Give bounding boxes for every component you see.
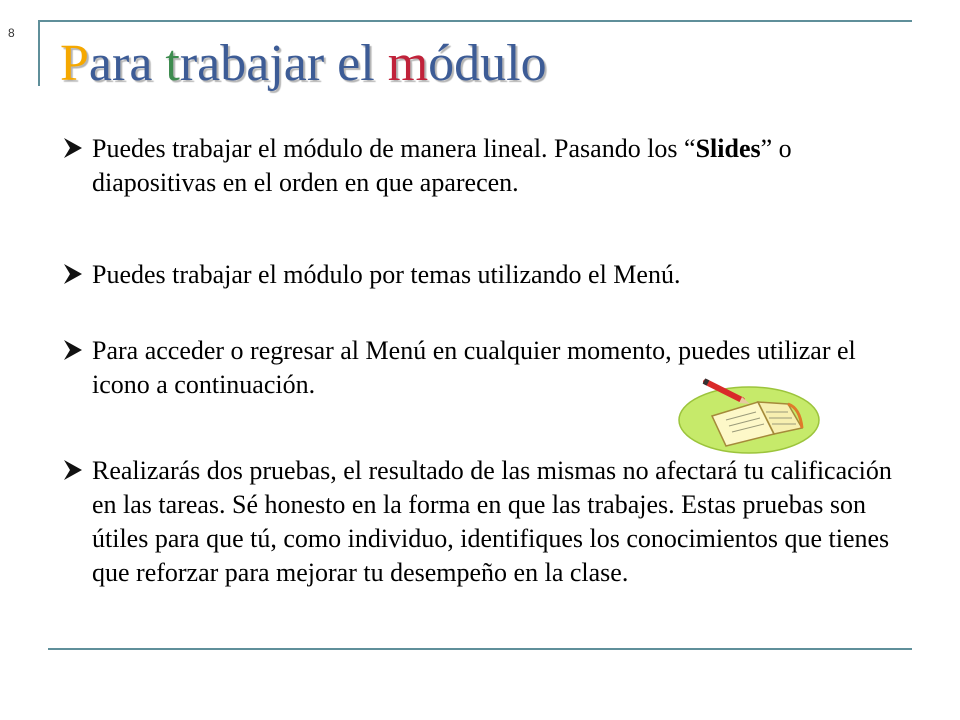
arrow-bullet-icon — [62, 136, 84, 160]
slide-number: 8 — [8, 26, 15, 40]
bullet-list — [60, 132, 910, 590]
bullet-item-pruebas — [60, 454, 910, 590]
bullet-text-lineal-start: Puedes trabajar el módulo de manera lineal. Pasando los “ — [92, 134, 696, 163]
bottom-rule — [48, 648, 912, 650]
notebook-pencil-icon[interactable] — [676, 376, 822, 456]
title-initial-m: m — [387, 35, 429, 92]
top-rule — [38, 20, 912, 22]
title-text-3: ódulo — [428, 35, 547, 92]
arrow-bullet-icon — [62, 262, 84, 286]
bullet-text-icon: Para acceder o regresar al Menú en cualquier momento, puedes utilizar el icono a continuación. — [92, 336, 856, 399]
left-rule — [38, 20, 40, 86]
title-initial-t: t — [165, 35, 180, 92]
bullet-text-menu: Puedes trabajar el módulo por temas utilizando el Menú. — [92, 260, 681, 289]
title-initial-p: P — [60, 35, 89, 92]
arrow-bullet-icon — [62, 458, 84, 482]
bullet-text-pruebas: Realizarás dos pruebas, el resultado de las mismas no afectará tu calificación en las tareas. Sé honesto en la forma en que las trabajes. Estas pruebas son útiles para que tú, como individuo, identifiques los conocimientos que tienes que reforzar para mejorar tu desempeño en la clase. — [92, 456, 892, 587]
bullet-item-lineal — [60, 132, 910, 200]
title-text-2: rabajar el — [179, 35, 388, 92]
bullet-text-lineal-end: ” o diapositivas en el orden en que aparecen. — [92, 134, 792, 197]
bullet-item-menu — [60, 258, 910, 292]
bullet-text-slides: Slides — [695, 134, 761, 163]
slide-title — [60, 35, 547, 92]
arrow-bullet-icon — [62, 338, 84, 362]
title-text-1: ara — [88, 35, 166, 92]
